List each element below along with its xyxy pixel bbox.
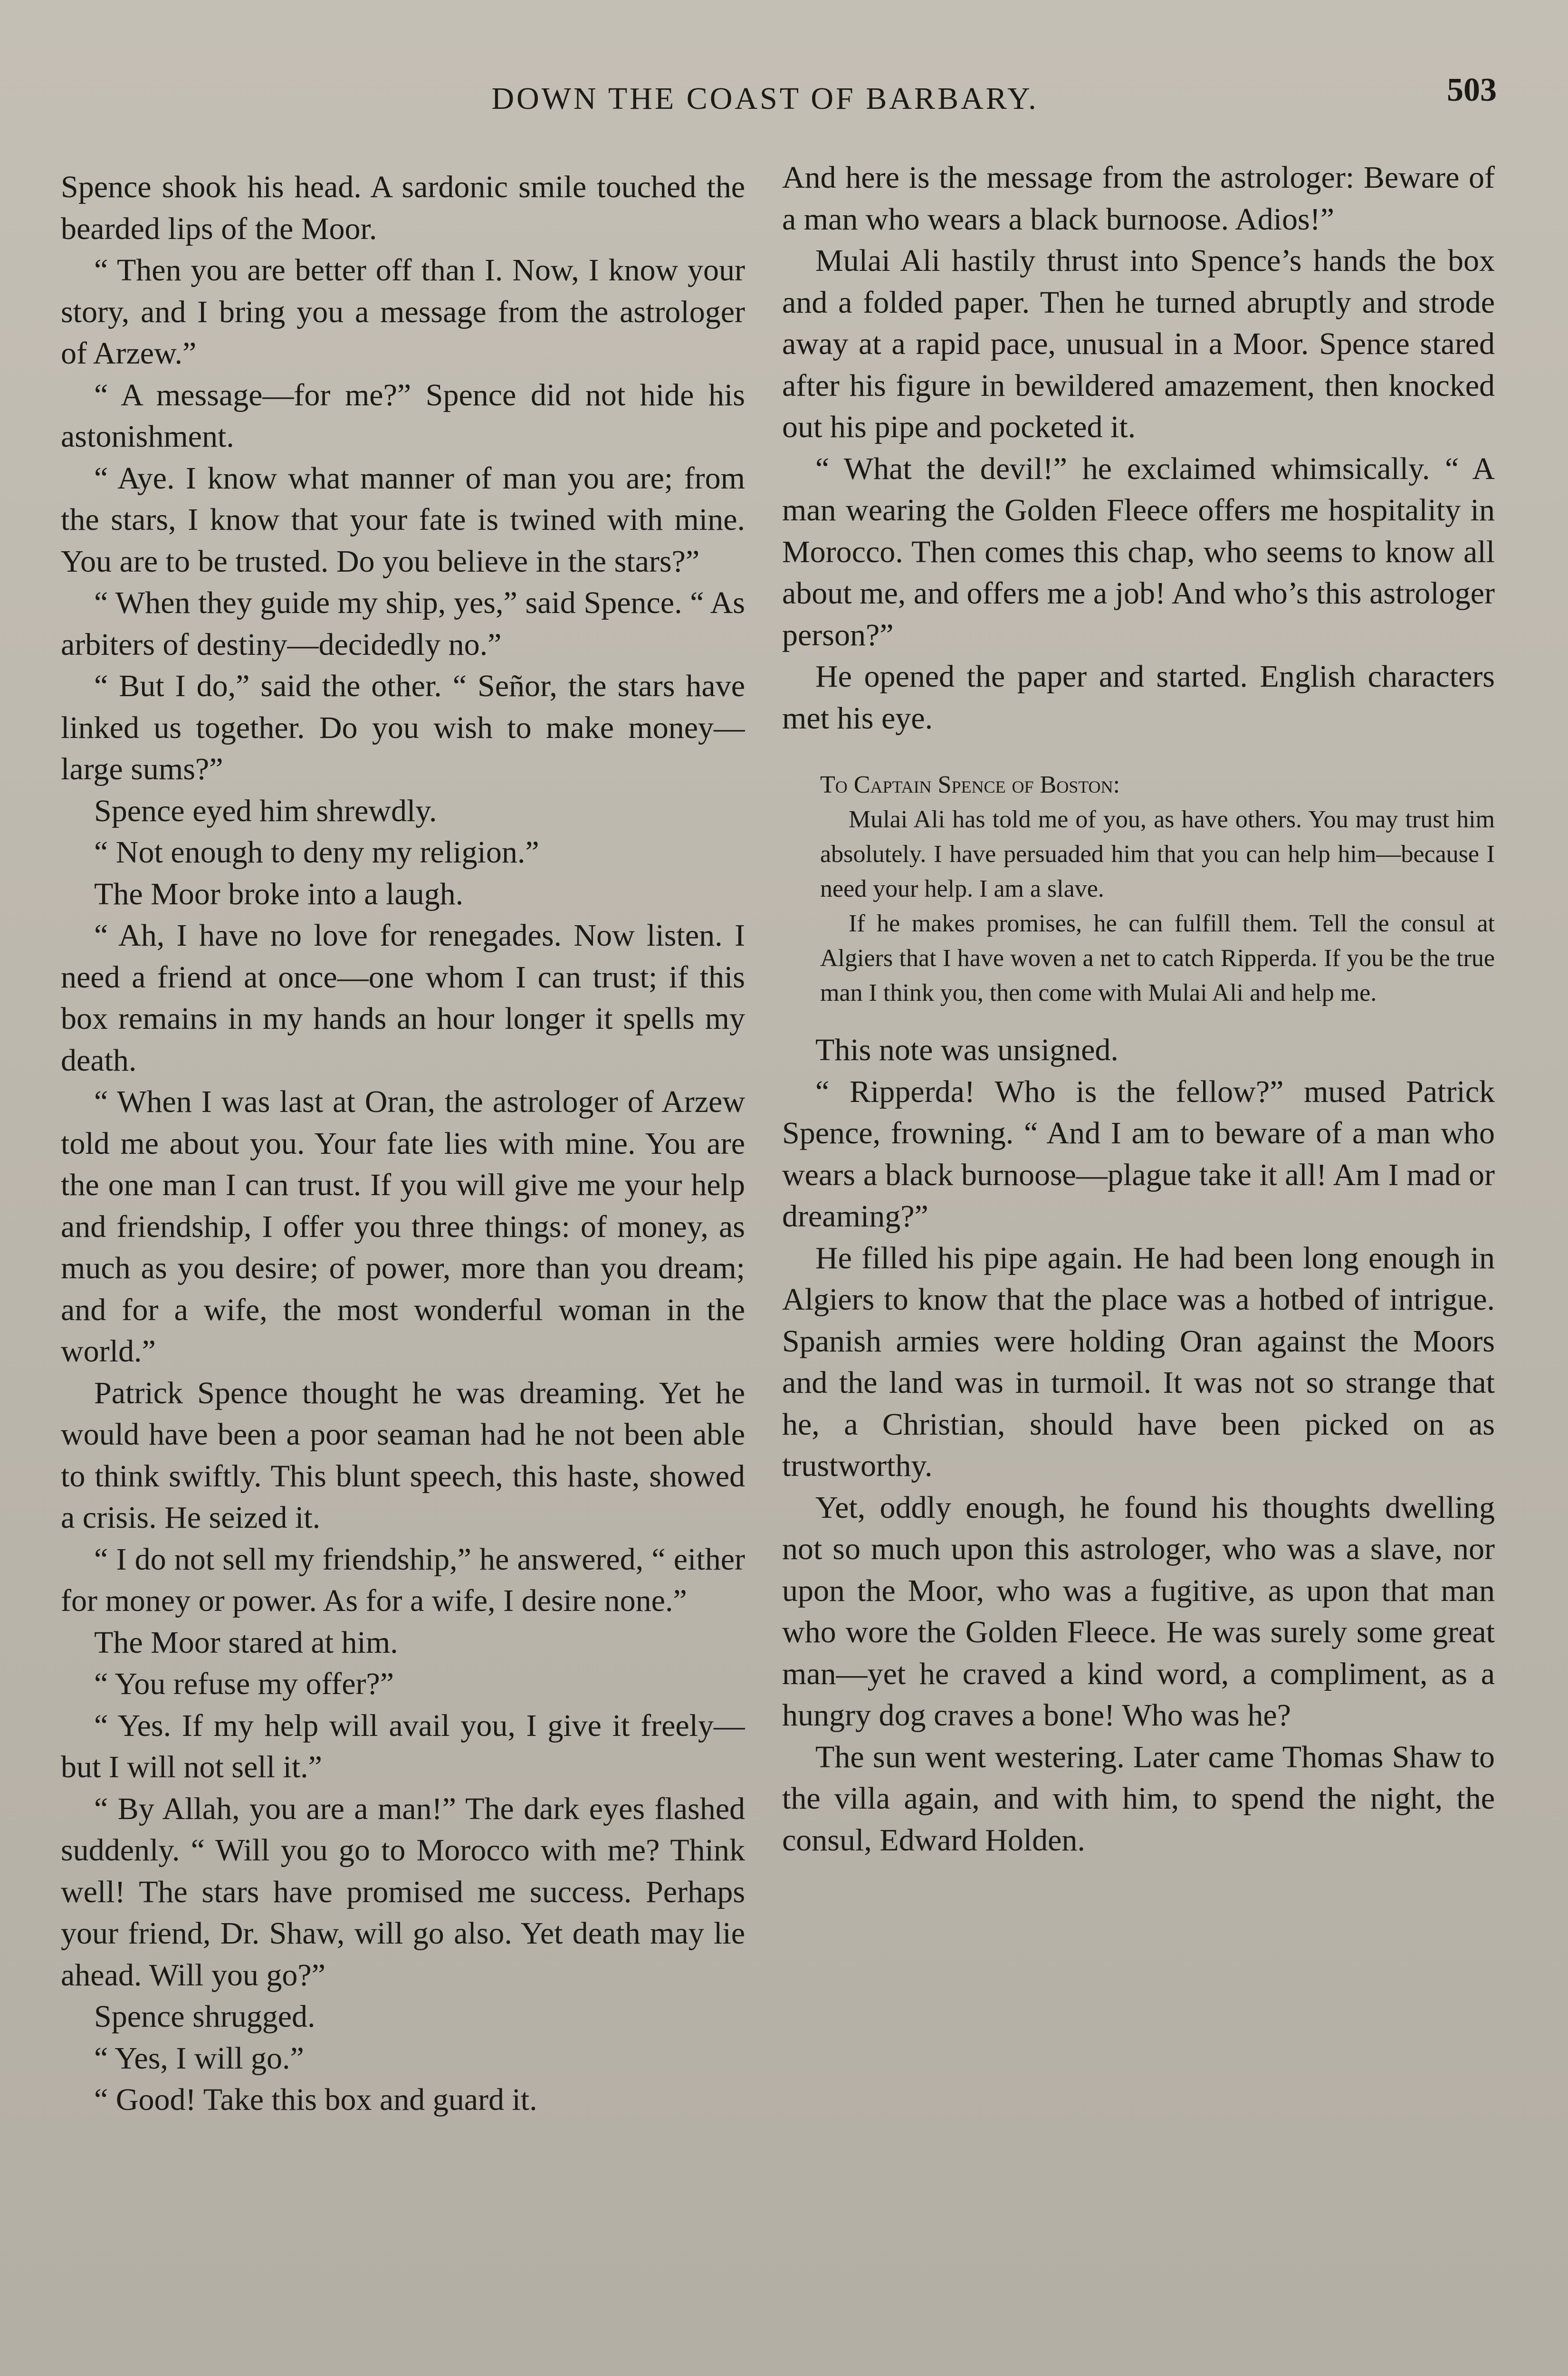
paragraph: “ Ah, I have no love for renegades. Now listen. I need a friend at once—one whom I can trust; if this box remains in my hands an hour longer it spells my death. <box>61 918 745 1078</box>
paragraph: “ Aye. I know what manner of man you are; from the stars, I know that your fate is twined with mine. You are to be trusted. Do you believe in the stars?” <box>61 460 745 579</box>
paragraph: Mulai Ali hastily thrust into Spence’s hands the box and a folded paper. Then he turned abruptly and strode away at a rapid pace, unusual in a Moor. Spence stared after his figure in bewildered amazement, then knocked out his pipe and pocketed it. <box>782 243 1495 444</box>
paragraph: “ You refuse my offer?” <box>94 1667 394 1701</box>
right-column <box>782 157 1495 2376</box>
page-number: 503 <box>1447 72 1497 108</box>
paragraph: The Moor stared at him. <box>94 1625 398 1660</box>
paragraph: Spence eyed him shrewdly. <box>94 793 437 828</box>
paragraph: He opened the paper and started. English characters met his eye. <box>782 659 1495 736</box>
paragraph: The sun went westering. Later came Thomas Shaw to the villa again, and with him, to spend the night, the consul, Edward Holden. <box>782 1739 1495 1858</box>
paragraph: “ Not enough to deny my religion.” <box>94 835 539 870</box>
paragraph: Spence shrugged. <box>94 1999 316 2034</box>
paragraph: “ What the devil!” he exclaimed whimsically. “ A man wearing the Golden Fleece offers me hospitality in Morocco. Then comes this chap, who seems to know all about me, and offers me a job! And who’s this astrologer person?” <box>782 451 1495 652</box>
paragraph: Yet, oddly enough, he found his thoughts dwelling not so much upon this astrologer, who was a slave, nor upon the Moor, who was a fugitive, as upon that man who wore the Golden Fleece. He was surely some great man—yet he craved a kind word, a compliment, as a hungry dog craves a bone! Who was he? <box>782 1490 1495 1733</box>
paragraph: “ Ripperda! Who is the fellow?” mused Patrick Spence, frowning. “ And I am to beware of a man who wears a black burnoose—plague take it all! Am I mad or dreaming?” <box>782 1074 1495 1234</box>
paragraph: Patrick Spence thought he was dreaming. Yet he would have been a poor seaman had he not been able to think swiftly. This blunt speech, this haste, showed a crisis. He seized it. <box>61 1375 745 1535</box>
note-paragraph: Mulai Ali has told me of you, as have others. You may trust him absolutely. I have persuaded him that you can help him—because I need your help. I am a slave. <box>820 806 1495 902</box>
paragraph: And here is the message from the astrologer: Beware of a man who wears a black burnoose. Adios!” <box>782 160 1495 237</box>
running-title: DOWN THE COAST OF BARBARY. <box>491 81 1039 116</box>
paragraph: “ By Allah, you are a man!” The dark eyes flashed suddenly. “ Will you go to Morocco with me? Think well! The stars have promised me success. Perhaps your friend, Dr. Shaw, will go also. Yet death may lie ahead. Will you go?” <box>61 1791 745 1993</box>
quoted-note <box>820 767 1495 1010</box>
note-salutation: To Captain Spence of Boston: <box>820 771 1120 798</box>
paragraph: Spence shook his head. A sardonic smile touched the bearded lips of the Moor. <box>61 170 745 246</box>
paragraph: “ When I was last at Oran, the astrologer of Arzew told me about you. Your fate lies with mine. You are the one man I can trust. If you will give me your help and friendship, I offer you three things: of money, as much as you desire; of power, more than you dream; and for a wife, the most wonderful woman in the world.” <box>61 1084 745 1369</box>
paragraph: “ Yes, I will go.” <box>94 2041 304 2076</box>
paragraph: “ Good! Take this box and guard it. <box>94 2082 537 2117</box>
paragraph: “ A message—for me?” Spence did not hide his astonishment. <box>61 377 745 454</box>
paragraph: “ But I do,” said the other. “ Señor, the stars have linked us together. Do you wish to make money—large sums?” <box>61 669 745 786</box>
paragraph: He filled his pipe again. He had been long enough in Algiers to know that the place was a hotbed of intrigue. Spanish armies were holding Oran against the Moors and the land was in turmoil. It was not so strange that he, a Christian, should have been picked on as trustworthy. <box>782 1240 1495 1483</box>
paragraph: “ When they guide my ship, yes,” said Spence. “ As arbiters of destiny—decidedly no.” <box>61 585 745 662</box>
paragraph: The Moor broke into a laugh. <box>94 876 464 911</box>
paragraph: This note was unsigned. <box>815 1033 1119 1067</box>
paragraph: “ I do not sell my friendship,” he answered, “ either for money or power. As for a wife, I desire none.” <box>61 1542 745 1618</box>
paragraph: “ Then you are better off than I. Now, I know your story, and I bring you a message from the astrologer of Arzew.” <box>61 253 745 371</box>
left-column <box>61 166 745 2376</box>
note-paragraph: If he makes promises, he can fulfill them. Tell the consul at Algiers that I have woven a net to catch Ripperda. If you be the true man I think you, then come with Mulai Ali and help me. <box>820 910 1495 1006</box>
paragraph: “ Yes. If my help will avail you, I give it freely—but I will not sell it.” <box>61 1708 745 1784</box>
